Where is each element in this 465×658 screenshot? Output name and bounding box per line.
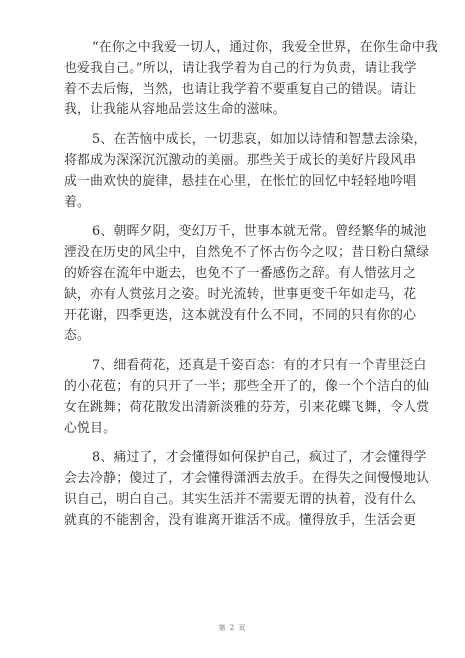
text-line: 的小花苞；有的只开了一半；那些全开了的，像一个个洁白的仙 bbox=[64, 378, 430, 394]
text-line: 开花谢，四季更迭，这本就没有什么不同，不同的只有你的心 bbox=[64, 307, 417, 323]
text-line: 着不去后悔，当然，也请让我学着不要重复自己的错误。请让 bbox=[64, 81, 417, 97]
text-line: 就真的不能割舍，没有谁离开谁活不成。懂得放手，生活会更 bbox=[64, 512, 417, 528]
paragraph bbox=[64, 356, 430, 439]
text-line: 的娇容在流年中逝去，也免不了一番感伤之辞。有人惜弦月之 bbox=[64, 265, 417, 281]
paragraph bbox=[64, 130, 427, 213]
text-line: 成一曲欢快的旋律，悬挂在心里，在怅忙的回忆中轻轻地吟唱 bbox=[64, 173, 417, 189]
text-line: 7、细看荷花，还真是千姿百态：有的才只有一个青里泛白 bbox=[92, 358, 427, 374]
text-line: 我，让我能从容地品尝这生命的滋味。 bbox=[64, 102, 286, 118]
page-number: 第 2 页 bbox=[218, 624, 247, 632]
text-line: 湮没在历史的风尘中，自然免不了怀古伤今之叹；昔日粉白黛绿 bbox=[64, 245, 430, 261]
text-line: 态。 bbox=[64, 328, 91, 344]
text-line: 5、在苦恼中成长，一切悲哀，如加以诗情和智慧去涂染， bbox=[92, 132, 427, 148]
text-line: “在你之中我爱一切人，通过你，我爱全世界，在你生命中我 bbox=[92, 40, 439, 55]
text-line: 识自己，明白自己。其实生活并不需要无谓的执着，没有什么 bbox=[64, 491, 417, 507]
text-line: 着。 bbox=[64, 194, 91, 210]
text-line: 心悦目。 bbox=[64, 420, 117, 436]
text-line: 会去冷静；傻过了，才会懂得潇洒去放手。在得失之间慢慢地认 bbox=[64, 471, 430, 487]
text-line: 将都成为深深沉沉激动的美丽。那些关于成长的美好片段风串 bbox=[64, 152, 417, 168]
text-line: 也爱我自己。”所以，请让我学着为自己的行为负责，请让我学 bbox=[64, 60, 417, 76]
text-line: 缺，亦有人赏弦月之姿。时光流转，世事更变千年如走马，花 bbox=[64, 286, 417, 302]
text-line: 8、痛过了，才会懂得如何保护自己，疯过了，才会懂得学 bbox=[92, 450, 427, 466]
text-line: 6、朝晖夕阴，变幻万千，世事本就无常。曾经繁华的城池 bbox=[92, 224, 427, 240]
text-line: 女在跳舞；荷花散发出清新淡雅的芬芳，引来花蝶飞舞，令人赏 bbox=[64, 399, 430, 415]
body-text bbox=[64, 38, 439, 532]
paragraph bbox=[64, 222, 430, 347]
paragraph bbox=[64, 448, 430, 531]
paragraph bbox=[64, 38, 439, 121]
